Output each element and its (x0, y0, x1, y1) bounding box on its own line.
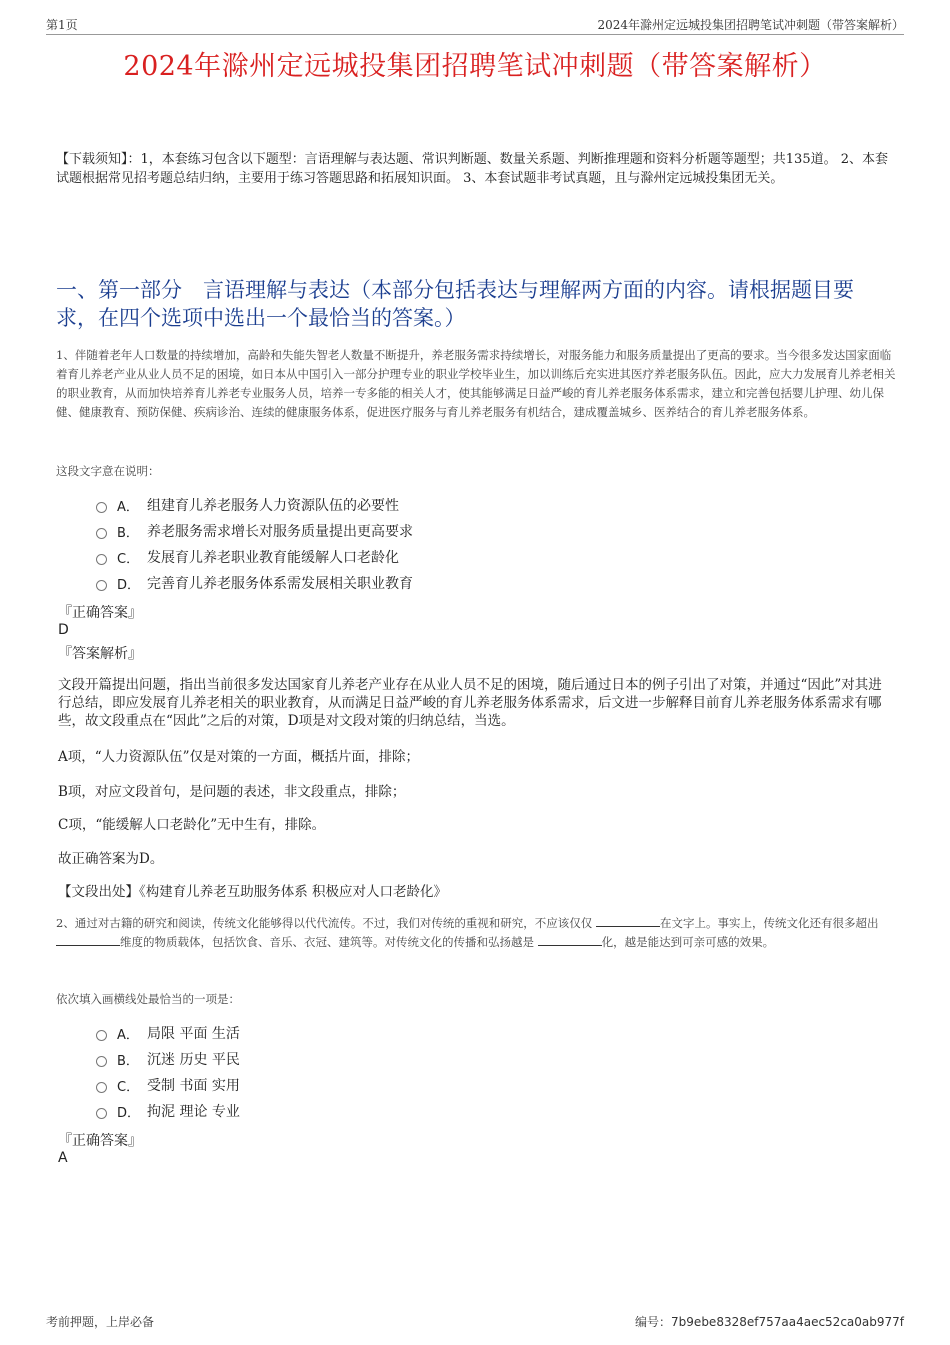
option-b[interactable]: B． 沉迷 历史 平民 (96, 1046, 240, 1072)
option-a[interactable]: A． 局限 平面 生活 (96, 1020, 240, 1046)
question-2-prompt: 依次填入画横线处最恰当的一项是： (56, 992, 240, 1006)
page-header (46, 14, 904, 35)
blank-2 (56, 933, 120, 946)
note-c: C项，“能缓解人口老龄化”无中生有，排除。 (58, 817, 326, 833)
option-d[interactable]: D． 完善育儿养老服务体系需发展相关职业教育 (96, 570, 413, 596)
page-number: 第1页 (46, 18, 78, 32)
option-text: 发展育儿养老职业教育能缓解人口老龄化 (147, 550, 399, 566)
answer-label: 『正确答案』 (58, 605, 142, 621)
radio-icon[interactable] (96, 554, 107, 565)
footer-code: 编号：7b9ebe8328ef757aa4aec52ca0ab977f (635, 1315, 904, 1329)
option-text: 组建育儿养老服务人力资源队伍的必要性 (147, 498, 399, 514)
note-b: B项，对应文段首句，是问题的表述，非文段重点，排除； (58, 784, 406, 800)
radio-icon[interactable] (96, 1082, 107, 1093)
question-1-options (96, 492, 413, 596)
explanation-text: 文段开篇提出问题，指出当前很多发达国家育儿养老产业存在从业人员不足的困境，随后通过日本的例子引出了对策，并通过“因此”对其进行总结，即应发展育儿养老相关的职业教育，从而满足日益严峻的育儿养老服务体系需求，后文进一步解释目前育儿养老服务体系需求有哪些，故文段重点在“因此”之后的对策，D项是对文段对策的归纳总结，当选。 (58, 677, 882, 729)
document-title: 2024年滁州定远城投集团招聘笔试冲刺题（带答案解析） (123, 51, 827, 82)
question-2-text: 2、通过对古籍的研究和阅读，传统文化能够得以代代流传。不过，我们对传统的重视和研究，不应该仅仅 在文字上。事实上，传统文化还有很多超出 维度的物质载体，包括饮食、音乐、衣冠、建筑等。对传统文化的传播和弘扬越是 化，越是能达到可亲可感的效果。 (56, 916, 879, 949)
download-notice: 【下载须知】：1，本套练习包含以下题型：言语理解与表达题、常识判断题、数量关系题、判断推理题和资料分析题等题型；共135道。 2、本套试题根据常见招考题总结归纳，主要用于练习答题思路和拓展知识面。 3、本套试题非考试真题，且与滁州定远城投集团无关。 (56, 152, 888, 186)
option-text: 养老服务需求增长对服务质量提出更高要求 (147, 524, 413, 540)
option-text: 拘泥 理论 专业 (147, 1104, 240, 1120)
blank-1 (596, 914, 660, 927)
option-a[interactable]: A． 组建育儿养老服务人力资源队伍的必要性 (96, 492, 413, 518)
option-text: 局限 平面 生活 (147, 1026, 240, 1042)
answer-value: D (58, 622, 69, 638)
radio-icon[interactable] (96, 1108, 107, 1119)
header-doc-title: 2024年滁州定远城投集团招聘笔试冲刺题（带答案解析） (597, 18, 904, 32)
option-text: 完善育儿养老服务体系需发展相关职业教育 (147, 576, 413, 592)
option-d[interactable]: D． 拘泥 理论 专业 (96, 1098, 240, 1124)
option-text: 受制 书面 实用 (147, 1078, 240, 1094)
source-citation: 【文段出处】《构建育儿养老互助服务体系 积极应对人口老龄化》 (58, 884, 448, 900)
option-text: 沉迷 历史 平民 (147, 1052, 240, 1068)
question-1-text: 1、伴随着老年人口数量的持续增加，高龄和失能失智老人数量不断提升，养老服务需求持续增长，对服务能力和服务质量提出了更高的要求。当今很多发达国家面临着育儿养老产业从业人员不足的困境，如日本从中国引入一部分护理专业的职业学校毕业生，加以训练后充实进其医疗养老服务队伍。因此，应大力发展育儿养老相关的职业教育，从而加快培养育儿养老专业服务人员，培养一专多能的相关人才，使其能够满足日益严峻的育儿养老服务体系需求，建立和完善包括婴儿护理、幼儿保健、健康教育、预防保健、疾病诊治、连续的健康服务体系，促进医疗服务与育儿养老服务有机结合，建成覆盖城乡、医养结合的育儿养老服务体系。 (56, 348, 896, 419)
option-b[interactable]: B． 养老服务需求增长对服务质量提出更高要求 (96, 518, 413, 544)
note-a: A项，“人力资源队伍”仅是对策的一方面，概括片面，排除； (58, 749, 420, 765)
answer-label: 『正确答案』 (58, 1133, 142, 1149)
blank-3 (538, 933, 602, 946)
question-2-options (96, 1020, 240, 1124)
option-c[interactable]: C． 发展育儿养老职业教育能缓解人口老龄化 (96, 544, 413, 570)
explanation-label: 『答案解析』 (58, 646, 142, 662)
radio-icon[interactable] (96, 1030, 107, 1041)
section-heading: 一、第一部分 言语理解与表达（本部分包括表达与理解两方面的内容。请根据题目要求，在四个选项中选出一个最恰当的答案。） (56, 278, 854, 330)
radio-icon[interactable] (96, 528, 107, 539)
footer-slogan: 考前押题，上岸必备 (46, 1315, 155, 1329)
question-1-prompt: 这段文字意在说明： (56, 464, 160, 478)
radio-icon[interactable] (96, 580, 107, 591)
radio-icon[interactable] (96, 502, 107, 513)
option-c[interactable]: C． 受制 书面 实用 (96, 1072, 240, 1098)
radio-icon[interactable] (96, 1056, 107, 1067)
answer-value: A (58, 1150, 68, 1166)
note-conclusion: 故正确答案为D。 (58, 851, 164, 867)
